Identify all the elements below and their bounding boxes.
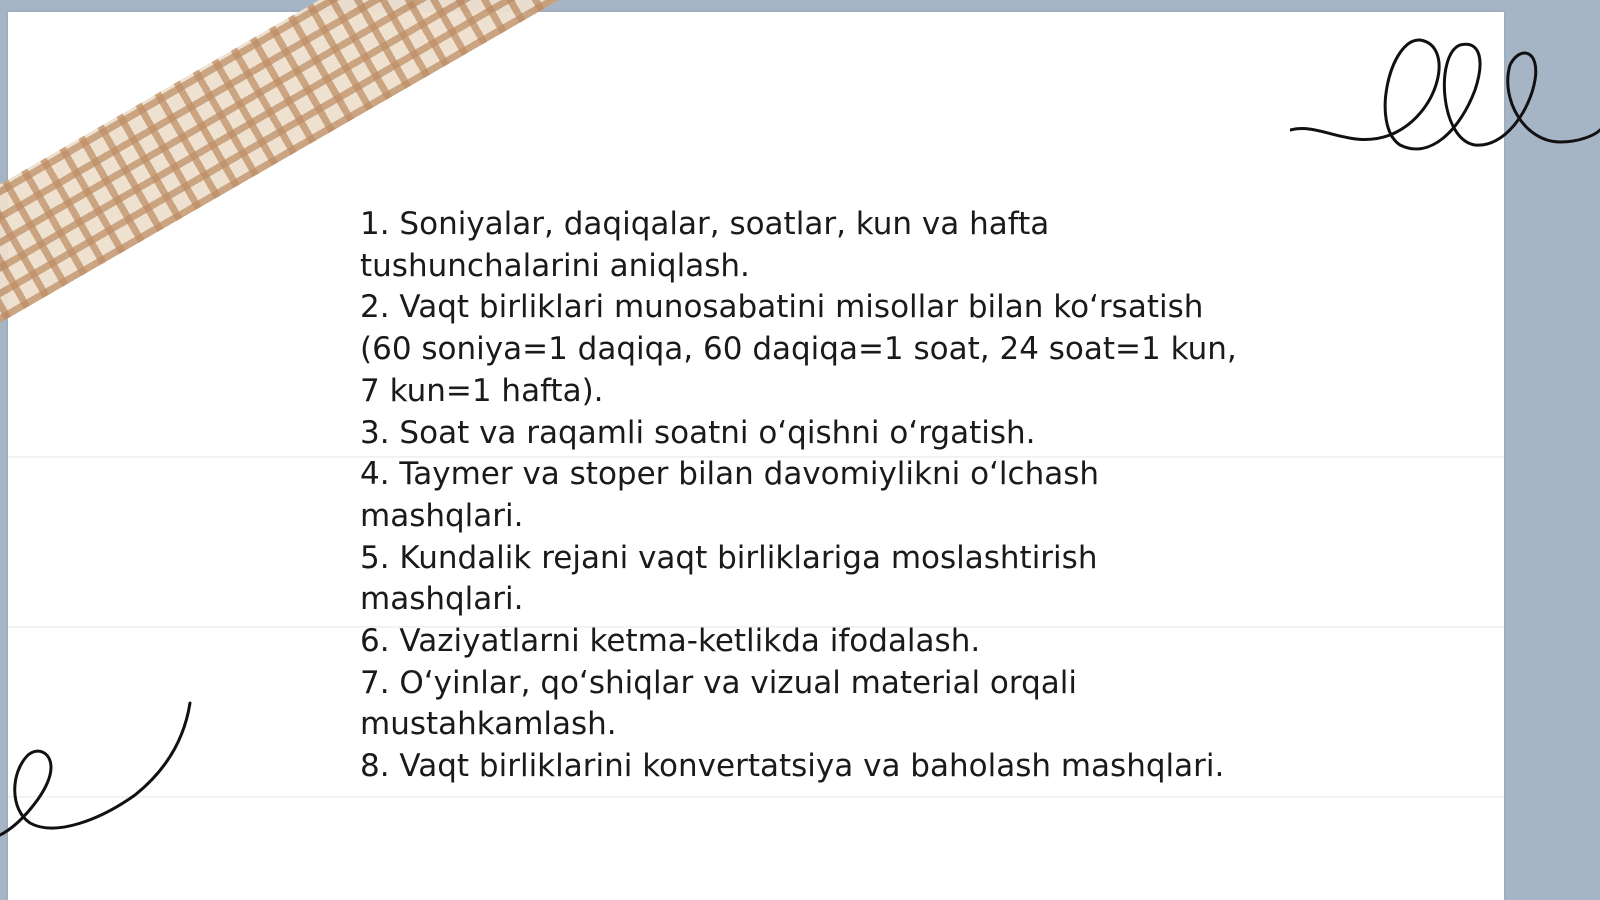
list-item: 4. Taymer va stoper bilan davomiylikni o‘lchash mashqlari. [360, 456, 1100, 534]
list-item: 5. Kundalik rejani vaqt birliklariga moslashtirish mashqlari. [360, 539, 1098, 618]
list-item: 6. Vaziyatlarni ketma-ketlikda ifodalash. [360, 623, 981, 660]
paper-fold-line [8, 796, 1504, 798]
objectives-list [360, 204, 1260, 788]
list-item: 7. O‘yinlar, qo‘shiqlar va vizual material orqali mustahkamlash. [360, 664, 1077, 743]
list-item: 1. Soniyalar, daqiqalar, soatlar, kun va hafta tushunchalarini aniqlash. [360, 206, 1050, 284]
loop-swirl-top-right [1290, 30, 1600, 170]
list-item: 8. Vaqt birliklarini konvertatsiya va baholash mashqlari. [360, 748, 1225, 785]
loop-swirl-bottom-left [0, 695, 200, 845]
list-item: 3. Soat va raqamli soatni o‘qishni o‘rgatish. [360, 414, 1036, 451]
list-item: 2. Vaqt birliklari munosabatini misollar bilan ko‘rsatish (60 soniya=1 daqiqa, 60 daqiqa=1 soat, 24 soat=1 kun, 7 kun=1 hafta). [360, 289, 1237, 409]
